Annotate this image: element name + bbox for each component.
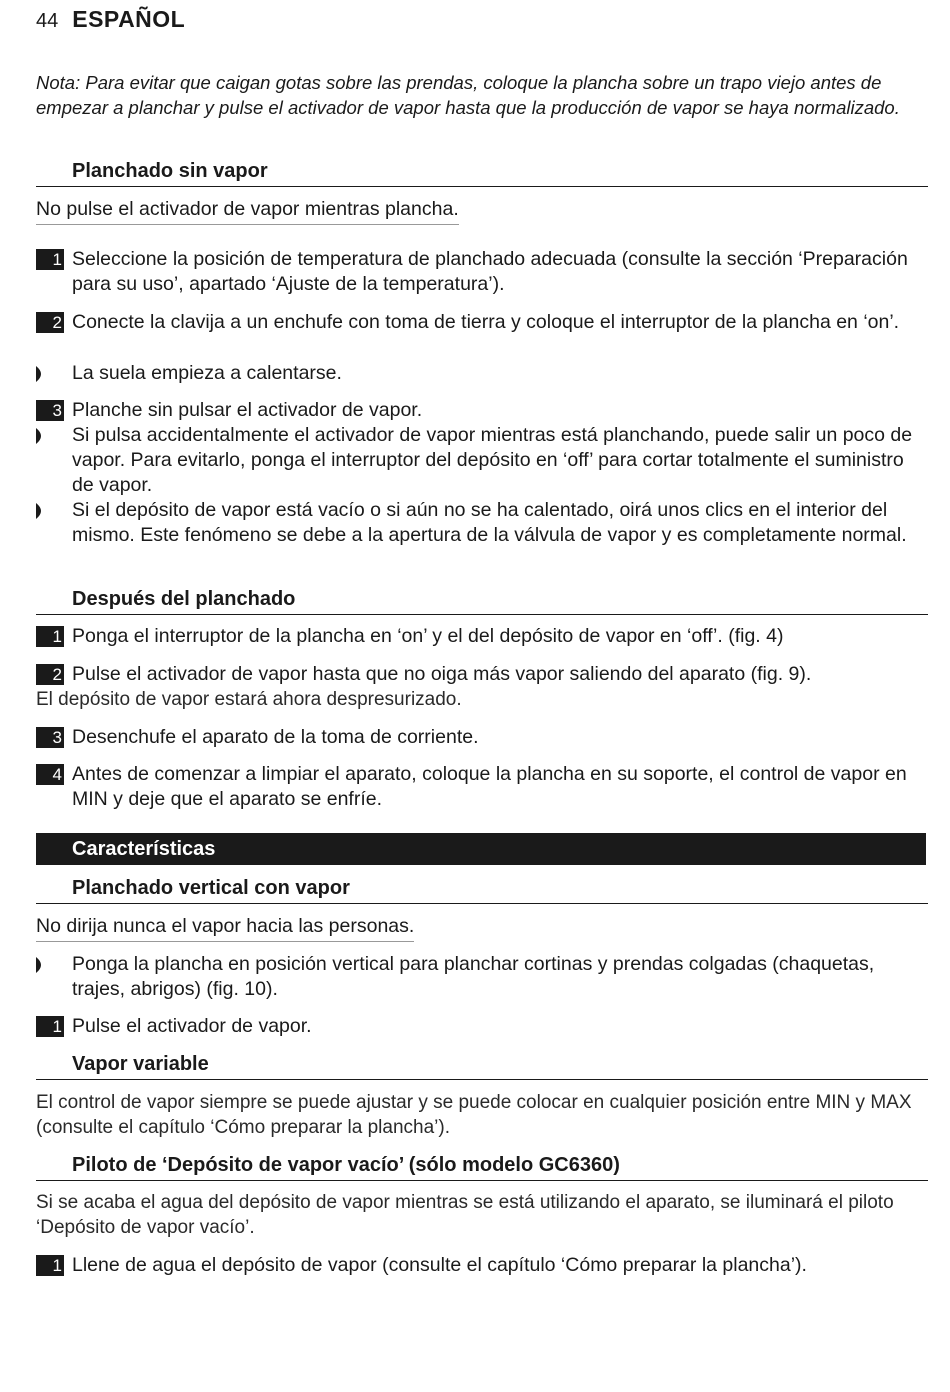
step-sin-vapor-3 — [36, 398, 928, 423]
bullet-text: Ponga la plancha en posición vertical para planchar cortinas y prendas colgadas (chaquetas, trajes, abrigos) (fig. 10). — [72, 953, 875, 1000]
step-piloto-1 — [36, 1253, 928, 1278]
despresurizado-text: El depósito de vapor estará ahora despresurizado. — [36, 689, 462, 710]
step-number: 3 — [36, 727, 64, 748]
step-number: 1 — [36, 626, 64, 647]
vapor-variable-text: El control de vapor siempre se puede ajustar y se puede colocar en cualquier posición entre MIN y MAX (consulte el capítulo ‘Cómo preparar la plancha’). — [36, 1092, 912, 1138]
heading-piloto: Piloto de ‘Depósito de vapor vacío’ (sólo modelo GC6360) — [36, 1152, 928, 1181]
step-number: 1 — [36, 249, 64, 270]
step-number: 4 — [36, 764, 64, 785]
page-number: 44 — [36, 10, 59, 32]
heading-planchado-sin-vapor: Planchado sin vapor — [36, 158, 928, 187]
language-title: ESPAÑOL — [72, 6, 186, 32]
bullet-arrow-icon — [36, 428, 46, 444]
step-text: Seleccione la posición de temperatura de planchado adecuada (consulte la sección ‘Preparación para su uso’, apartado ‘Ajuste de la temperatura’). — [72, 248, 908, 295]
warning-sin-vapor: No pulse el activador de vapor mientras plancha. — [36, 197, 459, 225]
bullet-arrow-icon — [36, 503, 46, 519]
step-despues-3 — [36, 725, 928, 750]
step-number: 2 — [36, 312, 64, 333]
heading-planchado-vertical: Planchado vertical con vapor — [36, 875, 928, 904]
piloto-text: Si se acaba el agua del depósito de vapor mientras se está utilizando el aparato, se iluminará el piloto ‘Depósito de vapor vacío’. — [36, 1192, 894, 1238]
step-sin-vapor-1 — [36, 247, 928, 297]
bullet-text: La suela empieza a calentarse. — [72, 362, 342, 384]
bullet-sin-vapor-2 — [36, 423, 928, 498]
bullet-arrow-icon — [36, 957, 46, 973]
step-text: Planche sin pulsar el activador de vapor. — [72, 399, 423, 421]
step-text: Pulse el activador de vapor hasta que no oiga más vapor saliendo del aparato (fig. 9). — [72, 663, 812, 685]
step-number: 1 — [36, 1016, 64, 1037]
step-text: Llene de agua el depósito de vapor (consulte el capítulo ‘Cómo preparar la plancha’). — [72, 1254, 807, 1276]
page-header — [36, 6, 185, 36]
bullet-arrow-icon — [36, 366, 46, 382]
step-despues-4 — [36, 762, 928, 812]
step-text: Ponga el interruptor de la plancha en ‘on’ y el del depósito de vapor en ‘off’. (fig. 4) — [72, 625, 784, 647]
step-text: Pulse el activador de vapor. — [72, 1015, 312, 1037]
heading-despues-planchado: Después del planchado — [36, 586, 928, 615]
bullet-sin-vapor-1 — [36, 361, 928, 386]
step-number: 3 — [36, 400, 64, 421]
step-despues-1 — [36, 624, 928, 649]
warning-vertical: No dirija nunca el vapor hacia las personas. — [36, 914, 414, 942]
step-text: Conecte la clavija a un enchufe con toma de tierra y coloque el interruptor de la plancha en ‘on’. — [72, 311, 900, 333]
step-text: Desenchufe el aparato de la toma de corriente. — [72, 726, 479, 748]
step-text: Antes de comenzar a limpiar el aparato, coloque la plancha en su soporte, el control de vapor en MIN y deje que el aparato se enfríe. — [72, 763, 907, 810]
heading-vapor-variable: Vapor variable — [36, 1051, 928, 1080]
step-sin-vapor-2 — [36, 310, 928, 335]
bullet-text: Si pulsa accidentalmente el activador de vapor mientras está planchando, puede salir un poco de vapor. Para evitarlo, ponga el interruptor del depósito en ‘off’ para cortar totalmente el suministro de vapor. — [72, 424, 913, 496]
step-vertical-1 — [36, 1014, 928, 1039]
step-number: 1 — [36, 1255, 64, 1276]
step-number: 2 — [36, 664, 64, 685]
section-bar-caracteristicas: Características — [36, 833, 926, 865]
bullet-sin-vapor-3 — [36, 498, 928, 548]
bullet-text: Si el depósito de vapor está vacío o si aún no se ha calentado, oirá unos clics en el interior del mismo. Este fenómeno se debe a la apertura de la válvula de vapor y es completamente normal. — [72, 499, 907, 546]
note-text: Nota: Para evitar que caigan gotas sobre las prendas, coloque la plancha sobre un trapo viejo antes de empezar a planchar y pulse el activador de vapor hasta que la producción de vapor se haya normalizado. — [36, 72, 900, 118]
step-despues-2 — [36, 662, 928, 687]
bullet-vertical — [36, 952, 928, 1002]
